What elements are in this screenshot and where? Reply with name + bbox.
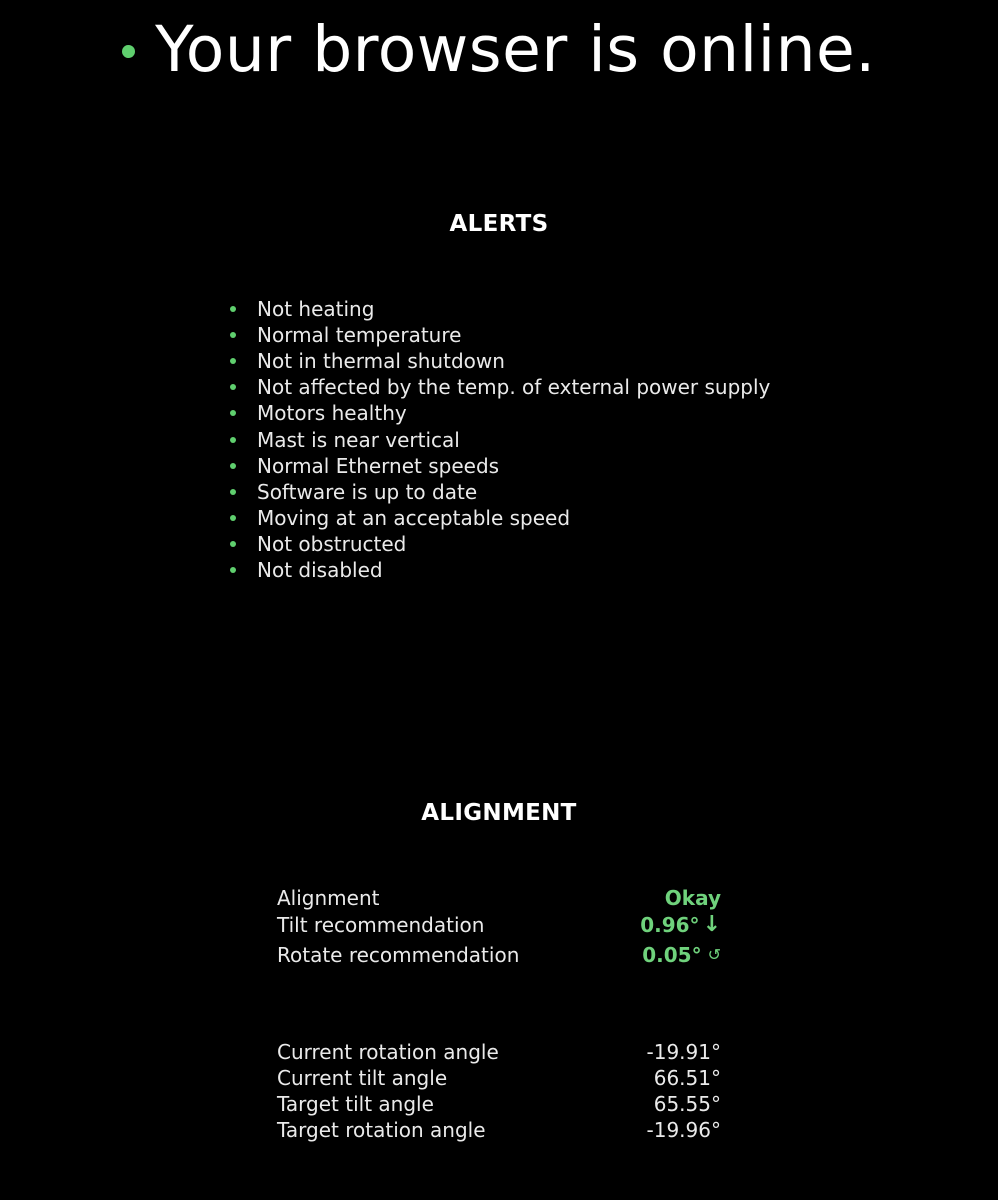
alignment-status-text: Okay [664,886,721,910]
bullet-icon [230,332,236,338]
rotate-icon: ↺ [707,945,721,964]
bullet-icon [230,437,236,443]
alert-item-label: Normal temperature [257,323,462,348]
alignment-title: ALIGNMENT [421,800,577,826]
angle-value: 65.55° [653,1092,721,1116]
rotate-recommendation-value [642,943,721,967]
tilt-recommendation-row [277,911,721,938]
status-header [0,4,998,94]
bullet-icon [230,410,236,416]
angle-label: Target tilt angle [277,1092,434,1116]
tilt-recommendation-text: 0.96° [640,912,700,937]
alignment-recommendations [277,885,721,972]
angle-value: -19.91° [646,1040,721,1064]
angle-row [277,1117,721,1143]
bullet-icon [230,541,236,547]
alerts-list [228,296,770,583]
angle-row [277,1065,721,1091]
angle-value: 66.51° [653,1066,721,1090]
alert-item [228,453,770,479]
arrow-down-icon: ↓ [702,911,721,937]
angle-label: Current rotation angle [277,1040,499,1064]
alert-item-label: Not heating [257,297,375,322]
alert-item-label: Not affected by the temp. of external power supply [257,375,771,400]
alert-item-label: Not disabled [257,557,383,582]
alert-item [228,505,770,531]
alert-item [228,426,770,452]
angle-row [277,1039,721,1065]
bullet-icon [230,489,236,495]
tilt-recommendation-label: Tilt recommendation [277,912,485,937]
alert-item-label: Mast is near vertical [257,427,460,452]
bullet-icon [230,463,236,469]
angle-row [277,1091,721,1117]
bullet-icon [230,567,236,573]
alert-item-label: Not in thermal shutdown [257,349,505,374]
alignment-row [277,885,721,911]
rotate-recommendation-label: Rotate recommendation [277,943,520,967]
alert-item [228,296,770,322]
alert-item [228,322,770,348]
angle-label: Target rotation angle [277,1118,486,1142]
bullet-icon [230,515,236,521]
tilt-recommendation-value [640,913,721,937]
alignment-angles [277,1039,721,1143]
angle-label: Current tilt angle [277,1066,448,1090]
alignment-label: Alignment [277,886,380,910]
angle-value: -19.96° [646,1118,721,1142]
alert-item [228,348,770,374]
status-text: Your browser is online. [155,12,876,86]
alert-item [228,374,770,400]
rotate-recommendation-row [277,938,721,972]
alert-item-label: Software is up to date [257,479,478,504]
bullet-icon [230,384,236,390]
alignment-status-value [665,886,721,910]
alert-item [228,400,770,426]
bullet-icon [230,358,236,364]
rotate-recommendation-text: 0.05° [642,943,702,967]
alert-item [228,479,770,505]
alert-item-label: Not obstructed [257,531,407,556]
alert-item [228,557,770,583]
alert-item [228,531,770,557]
alert-item-label: Moving at an acceptable speed [257,505,571,530]
alerts-title: ALERTS [449,211,549,237]
bullet-icon [230,306,236,312]
online-status-dot-icon [122,45,135,58]
alert-item-label: Motors healthy [257,401,407,426]
alert-item-label: Normal Ethernet speeds [257,453,500,478]
